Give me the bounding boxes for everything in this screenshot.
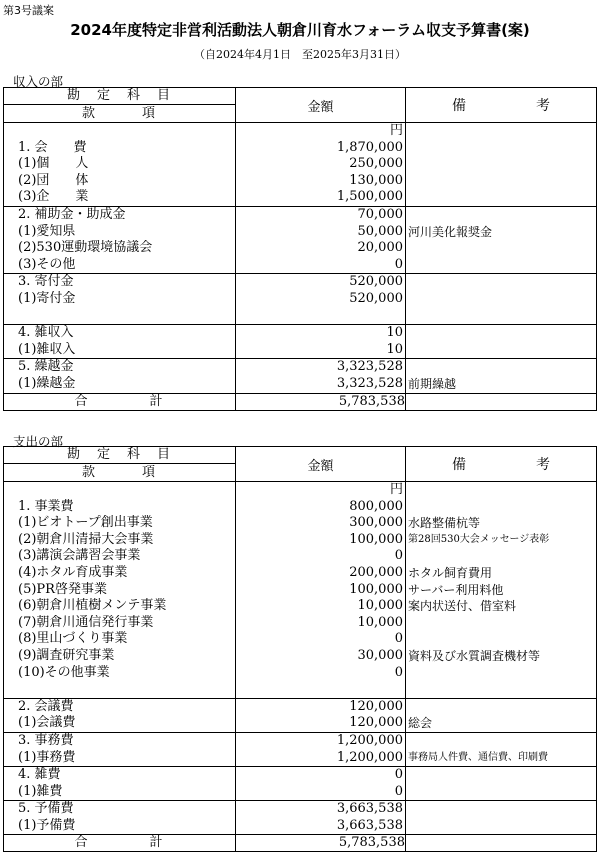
amount-value: 130,000 [349,172,403,188]
amount-value: 0 [394,767,403,783]
account-label: (9)調査研究事業 [18,647,115,663]
income-section-label: 収入の部 [13,74,64,89]
note-text [406,274,596,291]
account-label: (10)その他事業 [18,664,110,680]
budget-group-row [4,206,597,273]
total-row [4,835,597,852]
subject-header-top: 勘 定 科 目 [4,447,235,464]
note-text [406,818,596,835]
note-text: ホタル飼育費用 [408,565,493,580]
amount-value: 0 [394,548,403,564]
amount-value: 50,000 [357,223,403,239]
table-header-row [4,447,597,482]
account-label: (2)530運動環境協議会 [18,240,153,256]
subject-header-bottom: 款 項 [81,106,157,121]
amount-value: 520,000 [349,290,403,306]
expense-table [3,446,597,852]
account-label [4,308,235,325]
unit-label: 円 [389,123,403,138]
note-cell [406,698,597,732]
note-text: 前期繰越 [408,376,457,391]
note-text [406,173,596,190]
note-text: 第28回530大会メッセージ表彰 [408,533,550,545]
fiscal-period: （自2024年4月1日 至2025年3月31日） [194,48,406,61]
note-text [406,325,596,342]
total-note-cell [406,393,597,410]
note-text [406,291,596,308]
amount-value [236,308,405,325]
amount-value: 0 [394,664,403,680]
account-label: (1)事務費 [18,749,76,765]
total-label: 合 計 [4,835,236,852]
subject-cell [4,698,236,732]
subject-header-bottom: 款 項 [81,465,157,480]
note-text [406,699,596,716]
amount-value: 0 [394,256,403,272]
amount-value: 0 [394,631,403,647]
amount-value: 10,000 [357,614,403,630]
amount-value: 30,000 [357,647,403,663]
amount-value: 1,500,000 [336,189,403,205]
amount-cell [236,359,406,393]
amount-value: 3,663,538 [336,817,403,833]
account-label: 4. 雑費 [18,767,61,783]
note-text [406,548,596,565]
amount-cell [236,482,406,699]
subject-cell [4,359,236,393]
account-label: 5. 繰越金 [18,359,74,375]
account-label [4,681,235,698]
note-text [406,784,596,801]
amount-value: 100,000 [349,531,403,547]
account-label: (3)講演会講習会事業 [18,548,141,564]
note-text [406,499,596,516]
amount-value: 70,000 [357,206,403,222]
amount-value: 10 [386,325,403,341]
subject-cell [4,732,236,766]
amount-cell [236,732,406,766]
note-text [406,801,596,818]
account-label: 3. 事務費 [18,732,74,748]
amount-value: 200,000 [349,564,403,580]
note-text [406,767,596,784]
note-text [406,631,596,648]
account-label: (3)その他 [18,256,76,272]
amount-value: 800,000 [349,498,403,514]
account-label: (1)繰越金 [18,375,76,391]
account-label: (4)ホタル育成事業 [18,564,128,580]
amount-header: 金額 [236,447,406,482]
note-text [406,189,596,206]
account-label: (5)PR啓発事業 [18,581,107,597]
note-cell [406,123,597,207]
subject-cell [4,767,236,801]
table-header-row [4,88,597,123]
note-cell [406,274,597,325]
amount-header: 金額 [236,88,406,123]
amount-value: 10 [386,341,403,357]
note-text [406,140,596,157]
account-label: 2. 補助金・助成金 [18,206,126,222]
note-text: 河川美化報奨金 [408,224,493,239]
amount-cell [236,123,406,207]
budget-group-row [4,767,597,801]
subject-cell [4,482,236,699]
total-note-cell [406,835,597,852]
note-text: 総会 [408,716,433,731]
amount-cell [236,767,406,801]
account-label: (1)会議費 [18,715,76,731]
account-label: (1)予備費 [18,817,76,833]
income-table [3,87,597,411]
note-text [406,342,596,359]
note-header: 備 考 [406,88,597,123]
note-text [406,665,596,682]
total-label: 合 計 [4,393,236,410]
amount-value: 100,000 [349,581,403,597]
note-cell [406,482,597,699]
amount-value: 3,663,538 [336,801,403,817]
note-header: 備 考 [406,447,597,482]
note-text: サーバー利用料他 [408,582,504,597]
note-text [406,615,596,632]
amount-value: 120,000 [349,698,403,714]
subject-cell [4,274,236,325]
subject-cell [4,206,236,273]
account-label: (7)朝倉川通信発行事業 [18,614,154,630]
budget-group-row [4,732,597,766]
account-label: (3)企 業 [18,189,89,205]
note-cell [406,732,597,766]
unit-label: 円 [389,482,403,497]
account-label: 1. 事業費 [18,498,74,514]
subject-cell [4,123,236,207]
account-label: (1)愛知県 [18,223,76,239]
budget-group-row [4,123,597,207]
note-cell [406,359,597,393]
note-text [406,156,596,173]
amount-cell [236,206,406,273]
expense-section-label: 支出の部 [13,434,64,449]
account-label: (1)雑費 [18,783,63,799]
account-label: (1)寄付金 [18,290,76,306]
amount-cell [236,274,406,325]
amount-value: 0 [394,783,403,799]
note-text: 事務局人件費、通信費、印刷費 [408,751,548,763]
account-label: (1)雑収入 [18,341,76,357]
note-cell [406,206,597,273]
note-text: 水路整備杭等 [408,516,481,531]
account-label: (1)個 人 [18,156,89,172]
note-text [406,308,596,325]
note-text [406,257,596,274]
budget-group-row [4,325,597,359]
account-label: (8)里山づくり事業 [18,631,128,647]
total-amount: 5,783,538 [236,393,406,410]
note-text [406,681,596,698]
document-number: 第3号議案 [3,4,54,17]
amount-cell [236,801,406,835]
account-label: 3. 寄付金 [18,274,74,290]
subject-header [4,88,236,123]
note-text [406,359,596,376]
note-text [406,207,596,224]
amount-value: 1,870,000 [336,139,403,155]
subject-cell [4,325,236,359]
account-label: (2)団 体 [18,172,89,188]
budget-group-row [4,359,597,393]
note-text [406,240,596,257]
subject-header-top: 勘 定 科 目 [4,88,235,105]
note-cell [406,801,597,835]
budget-group-row [4,482,597,699]
note-cell [406,325,597,359]
amount-value: 1,200,000 [336,749,403,765]
amount-value [236,681,405,698]
total-row [4,393,597,410]
account-label: (1)ビオトープ創出事業 [18,515,153,531]
subject-header [4,447,236,482]
note-text [406,733,596,750]
amount-value: 1,200,000 [336,732,403,748]
budget-group-row [4,698,597,732]
note-cell [406,767,597,801]
amount-cell [236,325,406,359]
amount-value: 20,000 [357,240,403,256]
amount-value: 250,000 [349,156,403,172]
account-label: (6)朝倉川植樹メンテ事業 [18,598,167,614]
subject-cell [4,801,236,835]
amount-value: 3,323,528 [336,375,403,391]
amount-value: 300,000 [349,515,403,531]
amount-value: 10,000 [357,598,403,614]
account-label: (2)朝倉川清掃大会事業 [18,531,154,547]
document-title: 2024年度特定非営利活動法人朝倉川育水フォーラム収支予算書(案) [70,21,530,39]
budget-group-row [4,801,597,835]
account-label: 1. 会 費 [18,139,87,155]
account-label: 2. 会議費 [18,698,74,714]
amount-value: 3,323,528 [336,359,403,375]
account-label: 5. 予備費 [18,801,74,817]
account-label: 4. 雑収入 [18,325,74,341]
note-text: 資料及び水質調査機材等 [408,648,541,663]
budget-group-row [4,274,597,325]
total-amount: 5,783,538 [236,835,406,852]
amount-value: 120,000 [349,715,403,731]
note-text: 案内状送付、借室料 [408,599,517,614]
amount-cell [236,698,406,732]
amount-value: 520,000 [349,274,403,290]
